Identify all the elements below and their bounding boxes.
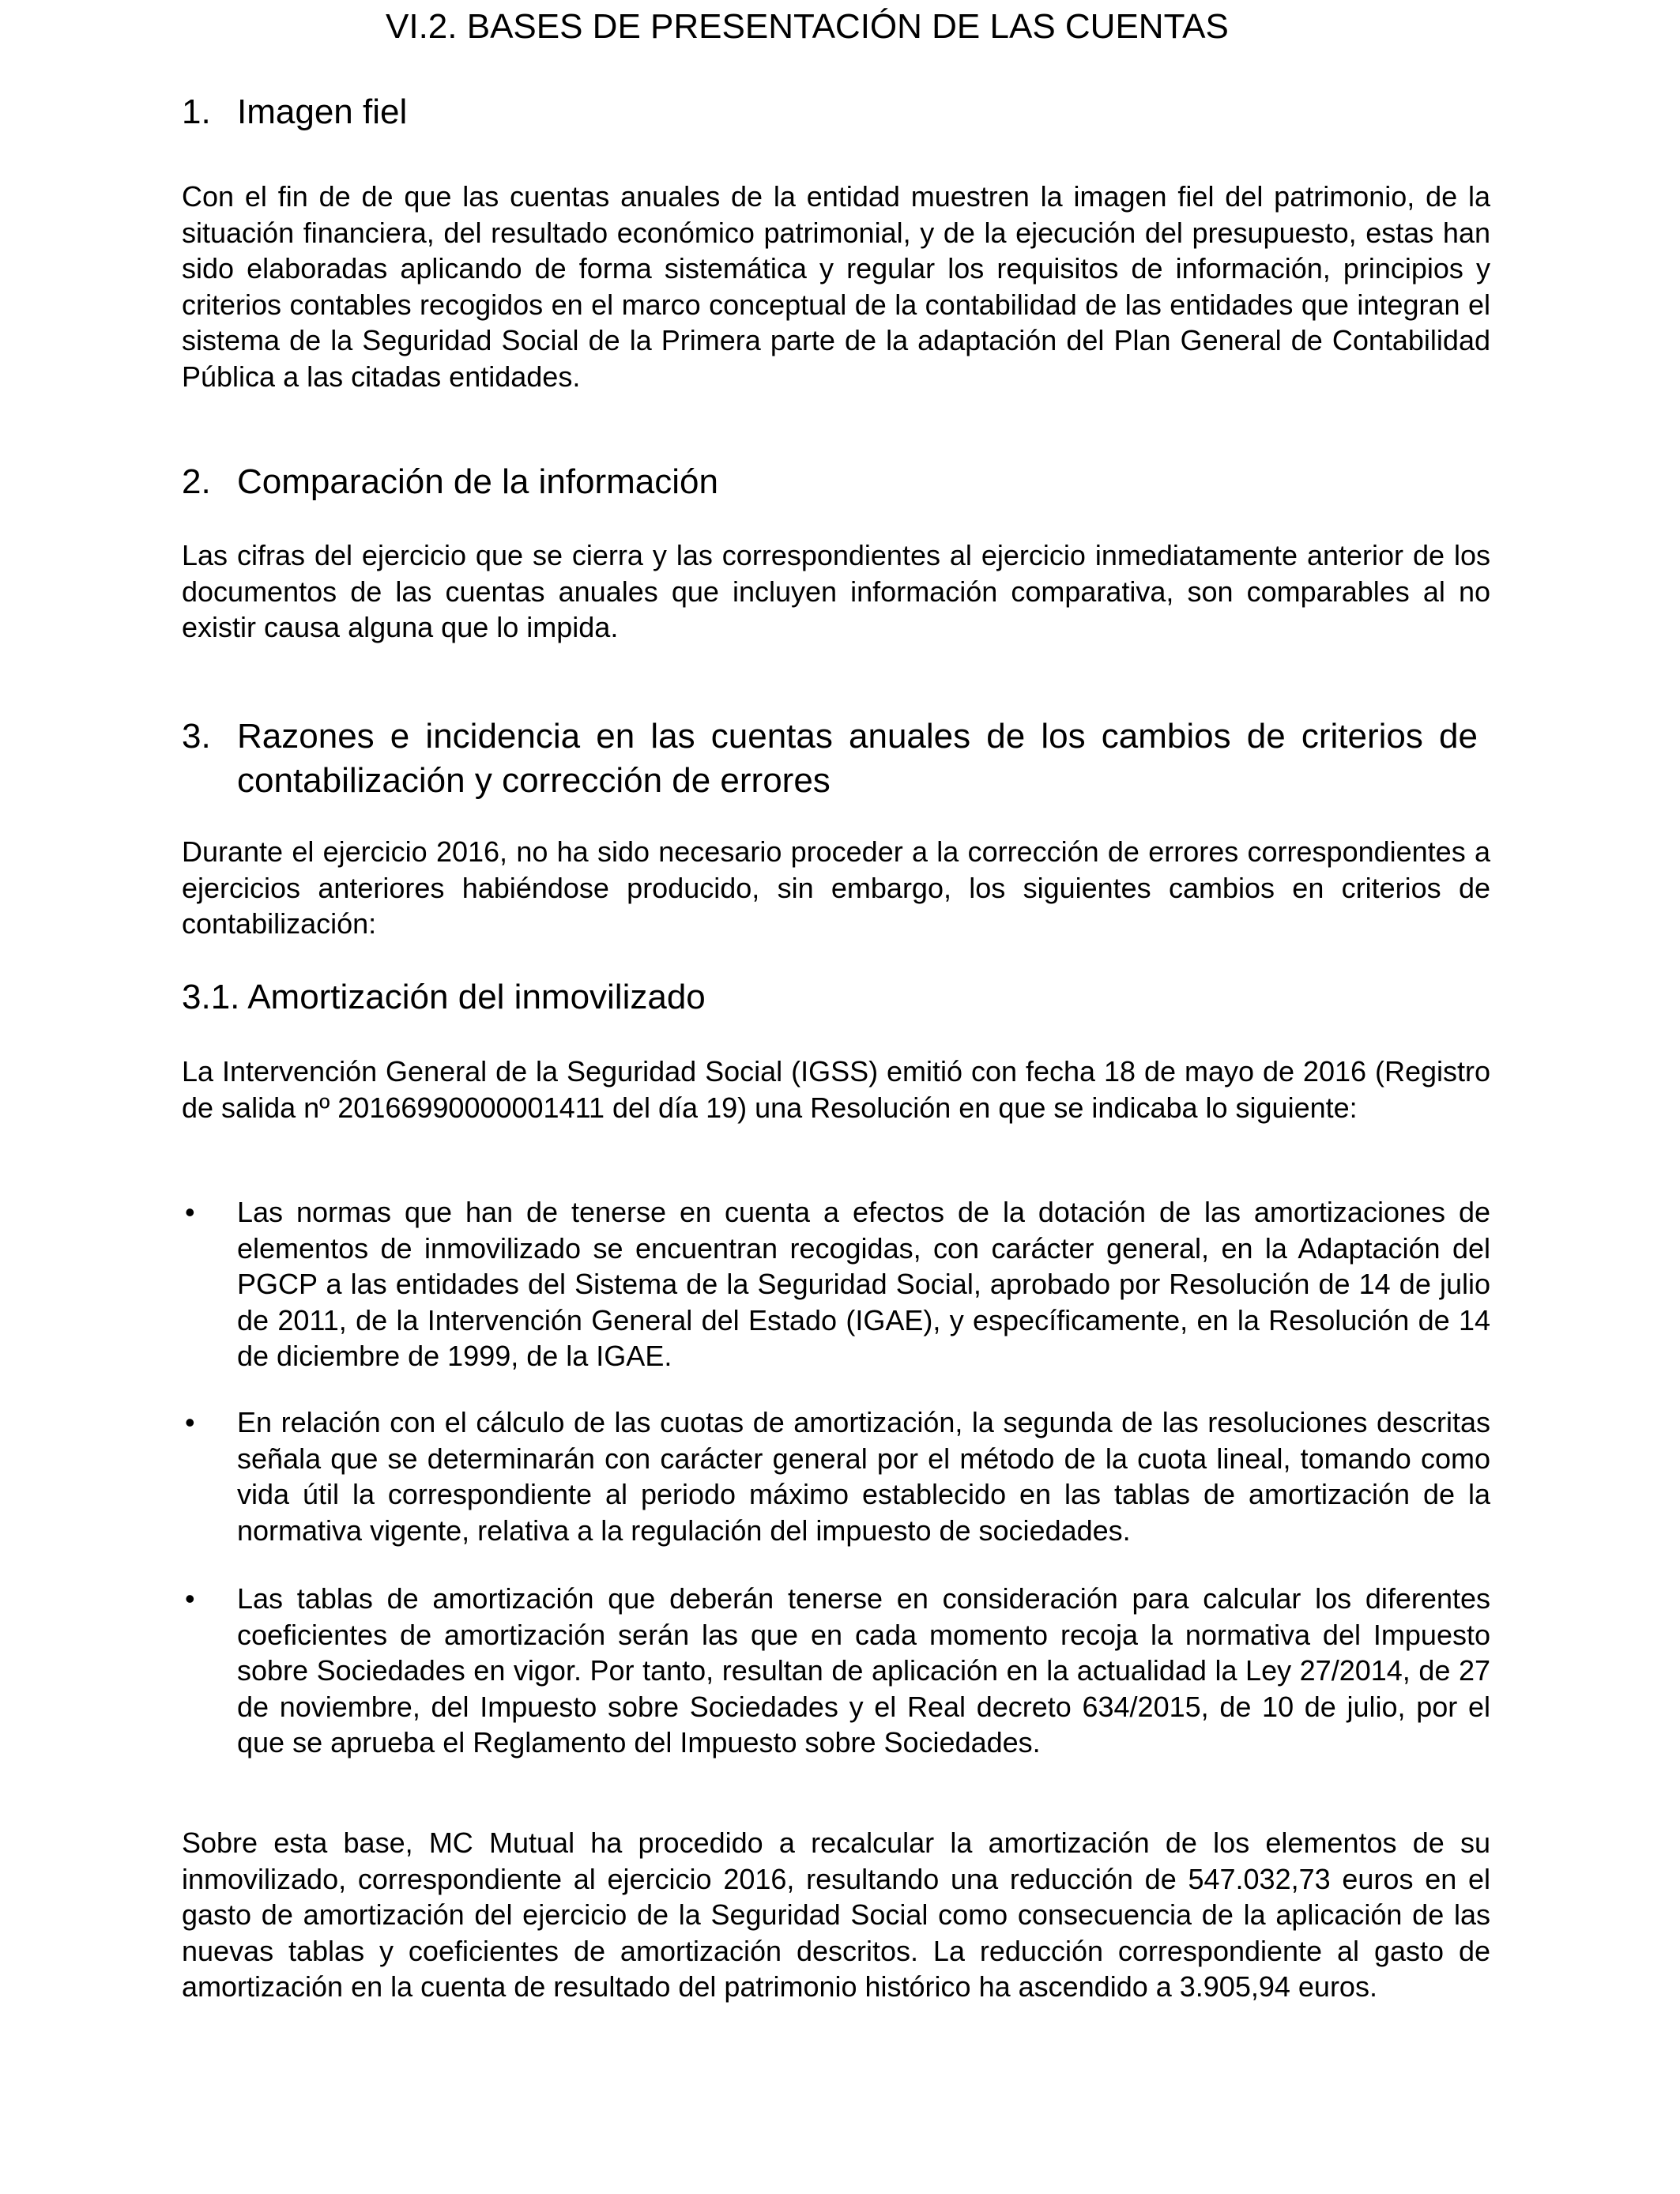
page-title: VI.2. BASES DE PRESENTACIÓN DE LAS CUENTAS bbox=[386, 7, 1229, 46]
section-heading-imagen-fiel bbox=[182, 90, 407, 134]
list-item bbox=[182, 1581, 1490, 1761]
list-item-text: Las normas que han de tenerse en cuenta a efectos de la dotación de las amortizaciones de elementos de inmovilizado se encuentran recogidas, con carácter general, en la Adaptación del PGCP a las entidades del Sistema de la Seguridad Social, aprobado por Resolución de 14 de julio de 2011, de la Intervención General del Estado (IGAE), y específicamente, en la Resolución de 14 de diciembre de 1999, de la IGAE. bbox=[237, 1196, 1490, 1372]
section-title: Comparación de la información bbox=[237, 462, 718, 501]
bullet-icon: • bbox=[185, 1406, 195, 1438]
paragraph-amortizacion-closing: Sobre esta base, MC Mutual ha procedido a recalcular la amortización de los elementos de su inmovilizado, correspondiente al ejercicio 2016, resultando una reducción de 547.032,73 euros en el gasto de amortización del ejercicio de la Seguridad Social como consecuencia de la aplicación de las nuevas tablas y coeficientes de amortización descritos. La reducción correspondiente al gasto de amortización en la cuenta de resultado del patrimonio histórico ha ascendido a 3.905,94 euros. bbox=[182, 1826, 1490, 2003]
section-number: 3. bbox=[182, 717, 211, 756]
list-item-text: En relación con el cálculo de las cuotas de amortización, la segunda de las resoluciones descritas señala que se determinarán con carácter general por el método de la cuota lineal, tomando como vida útil la correspondiente al periodo máximo establecido en las tablas de amortización de la normativa vigente, relativa a la regulación del impuesto de sociedades. bbox=[237, 1406, 1490, 1547]
section-heading-razones bbox=[182, 714, 1478, 803]
paragraph-razones: Durante el ejercicio 2016, no ha sido necesario proceder a la corrección de errores correspondientes a ejercicios anteriores habiéndose producido, sin embargo, los siguientes cambios en criterios de contabilización: bbox=[182, 835, 1490, 940]
section-number: 1. bbox=[182, 92, 211, 131]
paragraph-comparacion: Las cifras del ejercicio que se cierra y las correspondientes al ejercicio inmediatamente anterior de los documentos de las cuentas anuales que incluyen información comparativa, son comparables al no existir causa alguna que lo impida. bbox=[182, 539, 1490, 643]
list-item-text: Las tablas de amortización que deberán tenerse en consideración para calcular los diferentes coeficientes de amortización serán las que en cada momento recoja la normativa del Impuesto sobre Sociedades en vigor. Por tanto, resultan de aplicación en la actualidad la Ley 27/2014, de 27 de noviembre, del Impuesto sobre Sociedades y el Real decreto 634/2015, de 10 de julio, por el que se aprueba el Reglamento del Impuesto sobre Sociedades. bbox=[237, 1582, 1490, 1759]
paragraph-amortizacion-intro: La Intervención General de la Seguridad Social (IGSS) emitió con fecha 18 de mayo de 2016 (Registro de salida nº 20166990000001411 del día 19) una Resolución en que se indicaba lo siguiente: bbox=[182, 1055, 1490, 1124]
section-title: Razones e incidencia en las cuentas anuales de los cambios de criterios de contabilización y corrección de errores bbox=[237, 717, 1478, 800]
section-heading-comparacion bbox=[182, 460, 718, 504]
section-number: 2. bbox=[182, 462, 211, 501]
subsection-heading-amortizacion: 3.1. Amortización del inmovilizado bbox=[182, 978, 706, 1016]
section-title: Imagen fiel bbox=[237, 92, 408, 131]
bullet-icon: • bbox=[185, 1196, 195, 1228]
list-item bbox=[182, 1404, 1490, 1548]
list-item bbox=[182, 1194, 1490, 1374]
paragraph-imagen-fiel: Con el fin de de que las cuentas anuales de la entidad muestren la imagen fiel del patrimonio, de la situación financiera, del resultado económico patrimonial, y de la ejecución del presupuesto, estas han sido elaboradas aplicando de forma sistemática y regular los requisitos de información, principios y criterios contables recogidos en el marco conceptual de la contabilidad de las entidades que integran el sistema de la Seguridad Social de la Primera parte de la adaptación del Plan General de Contabilidad Pública a las citadas entidades. bbox=[182, 180, 1490, 393]
bullet-icon: • bbox=[185, 1582, 195, 1615]
